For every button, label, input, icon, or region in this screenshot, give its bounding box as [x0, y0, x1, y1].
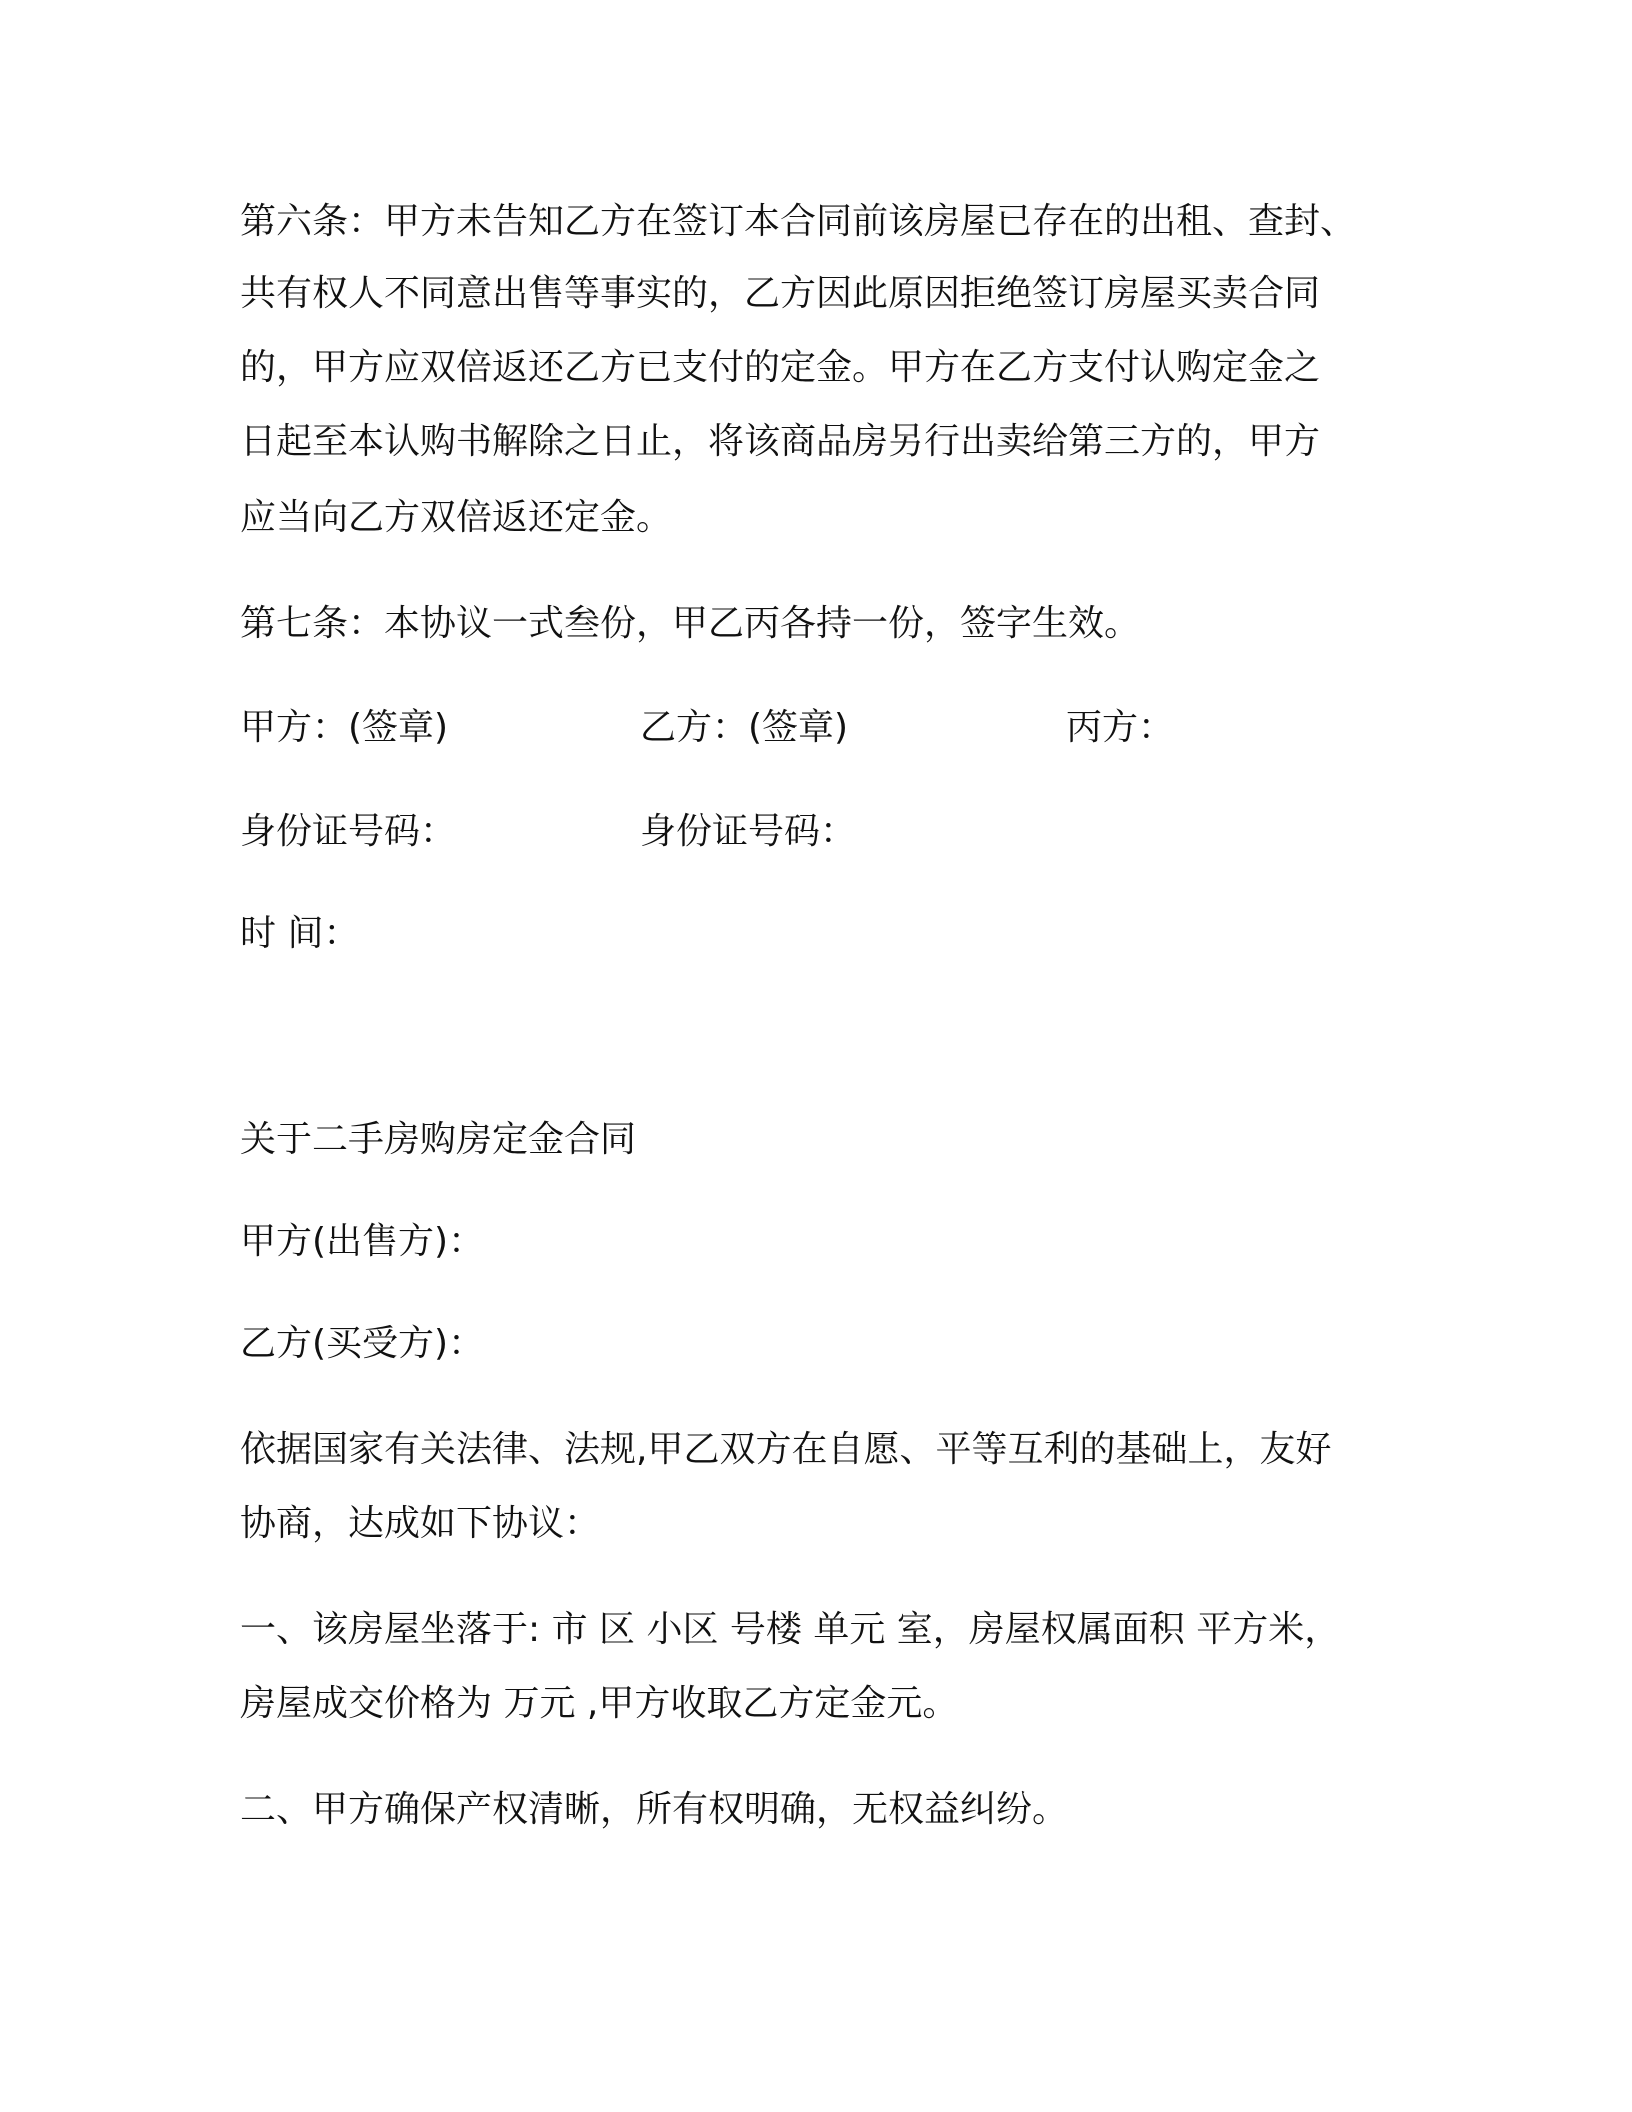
article6-line-1: 第六条：甲方未告知乙方在签订本合同前该房屋已存在的出租、查封、 [240, 201, 1357, 242]
article6-line-4: 日起至本认购书解除之日止，将该商品房另行出卖给第三方的，甲方 [240, 421, 1321, 462]
party-b-id-label: 身份证号码： [640, 811, 857, 852]
buyer-label: 乙方(买受方)： [240, 1323, 485, 1364]
intro-line-2: 协商，达成如下协议： [240, 1503, 601, 1544]
party-a-signature-label: 甲方：(签章) [240, 707, 449, 748]
article6-line-5: 应当向乙方双倍返还定金。 [240, 497, 673, 538]
article6-line-3: 的，甲方应双倍返还乙方已支付的定金。甲方在乙方支付认购定金之 [240, 347, 1321, 388]
time-label: 时 间： [240, 913, 360, 954]
seller-label: 甲方(出售方)： [240, 1221, 485, 1262]
article7-text: 第七条：本协议一式叁份，甲乙丙各持一份，签字生效。 [240, 603, 1141, 644]
clause2-text: 二、甲方确保产权清晰，所有权明确，无权益纠纷。 [240, 1789, 1069, 1830]
party-b-signature-label: 乙方：(签章) [640, 707, 849, 748]
intro-line-1: 依据国家有关法律、法规,甲乙双方在自愿、平等互利的基础上，友好 [240, 1429, 1332, 1470]
clause1-line-1: 一、该房屋坐落于: 市 区 小区 号楼 单元 室，房屋权属面积 平方米， [240, 1609, 1341, 1650]
contract2-title: 关于二手房购房定金合同 [240, 1119, 637, 1160]
clause1-line-2: 房屋成交价格为 万元 ,甲方收取乙方定金元。 [240, 1683, 959, 1724]
article6-line-2: 共有权人不同意出售等事实的，乙方因此原因拒绝签订房屋买卖合同 [240, 273, 1321, 314]
party-c-signature-label: 丙方： [1066, 707, 1175, 748]
party-a-id-label: 身份证号码： [240, 811, 457, 852]
